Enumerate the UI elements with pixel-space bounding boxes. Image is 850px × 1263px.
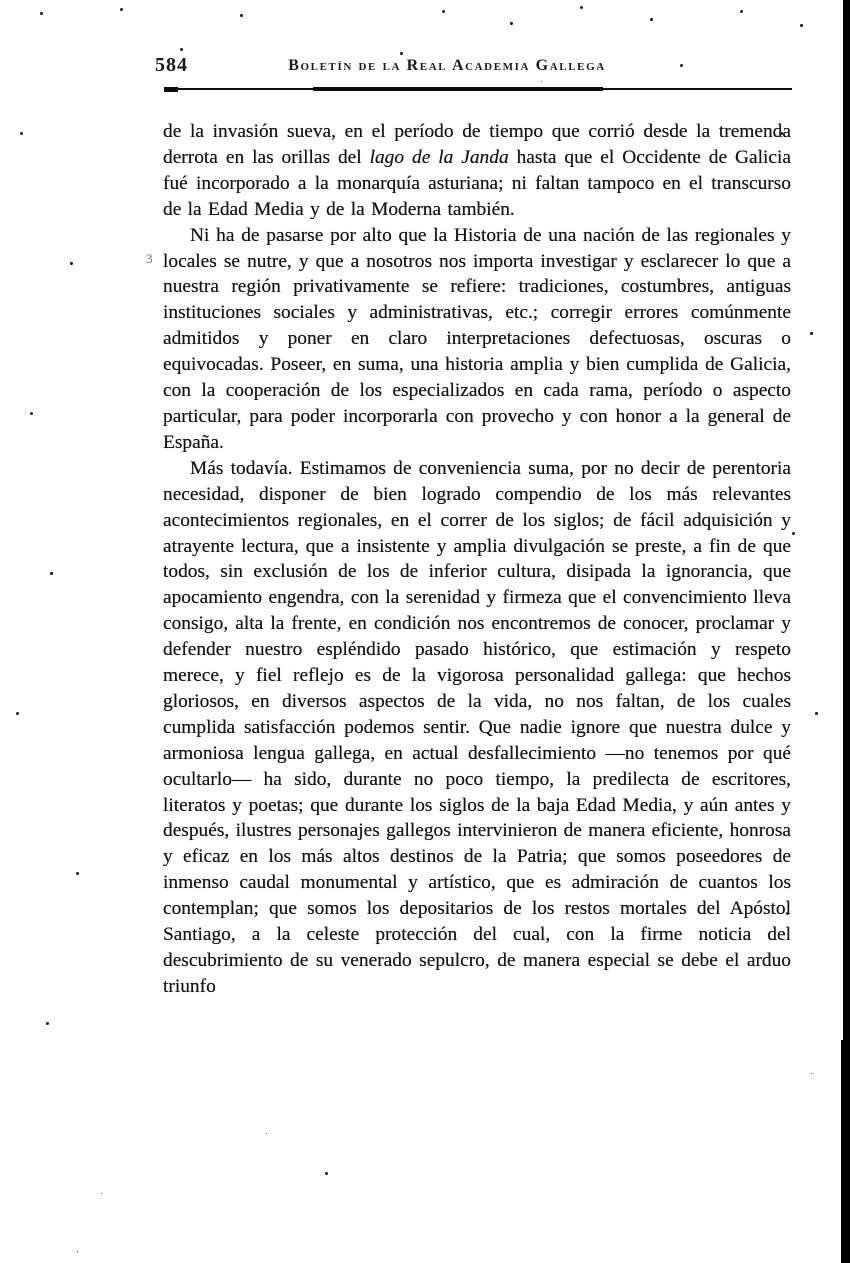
scan-edge-artifact [843, 0, 850, 1263]
page-header [155, 54, 791, 80]
paragraph-text: hasta que el Occidente de Galicia fué incorporado a la monarquía asturiana; ni faltan tampoco en el transcurso de la Edad Media y de la Moderna también. [163, 146, 791, 220]
paragraph: Más todavía. Estimamos de conveniencia suma, por no decir de perentoria necesidad, disponer de bien logrado compendio de los más relevantes acontecimientos regionales, en el correr de los siglos; de fácil adquisición y atrayente lectura, que a insistente y amplia divulgación se preste, a fin de que todos, sin exclusión de los de inferior cultura, disipada la ignorancia, que apocamiento engendra, con la serenidad y firmeza que el convencimiento lleva consigo, alta la frente, en condición nos encontremos de conocer, proclamar y defender nuestro espléndido pasado histórico, que estimación y respeto merece, y fiel reflejo es de la vigorosa personalidad gallega: que hechos gloriosos, en diversos aspectos de la vida, no nos faltan, de los cuales cumplida satisfacción podemos sentir. Que nadie ignore que nuestra dulce y armoniosa lengua gallega, en actual desfallecimiento —no tenemos por qué ocultarlo— ha sido, durante no poco tiempo, la predilecta de escritores, literatos y poetas; que durante los siglos de la baja Edad Media, y aún antes y después, ilustres personajes gallegos intervinieron de manera eficiente, honrosa y eficaz en los más altos destinos de la Patria; que somos poseedores de inmenso caudal monumental y artístico, que es admiración de cuantos los contemplan; que somos los depositarios de los restos mortales del Apóstol Santiago, a la celeste protección del cual, con la firme noticia del descubrimiento de su venerado sepulcro, de manera especial se debe el arduo triunfo [163, 457, 791, 997]
margin-mark: 3 [146, 251, 153, 266]
scan-noise-specks [40, 12, 43, 15]
page-body [163, 119, 791, 1000]
running-header-title: Boletín de la Real Academia Gallega [288, 57, 606, 74]
italic-phrase: lago de la Janda [369, 146, 509, 168]
page-number: 584 [155, 54, 188, 76]
paragraph-continuation [163, 119, 791, 223]
header-rule [168, 88, 792, 90]
paragraph: Ni ha de pasarse por alto que la Historia de una nación de las regionales y locales se nutre, y que a nosotros nos importa investigar y esclarecer lo que a nuestra región privativamente se refiere: tradiciones, costumbres, antiguas instituciones sociales y administrativas, etc.; corregir errores comúnmente admitidos y poner en claro interpretaciones defectuosas, oscuras o equivocadas. Poseer, en suma, una historia amplia y bien cumplida de Galicia, con la cooperación de los especializados en cada rama, período o aspecto particular, para poder incorporarla con provecho y con honor a la general de España. [163, 224, 791, 453]
paragraph-text: de la invasión sueva, en el período de tiempo que corrió desde la tremenda derrota en las orillas del [163, 121, 791, 168]
